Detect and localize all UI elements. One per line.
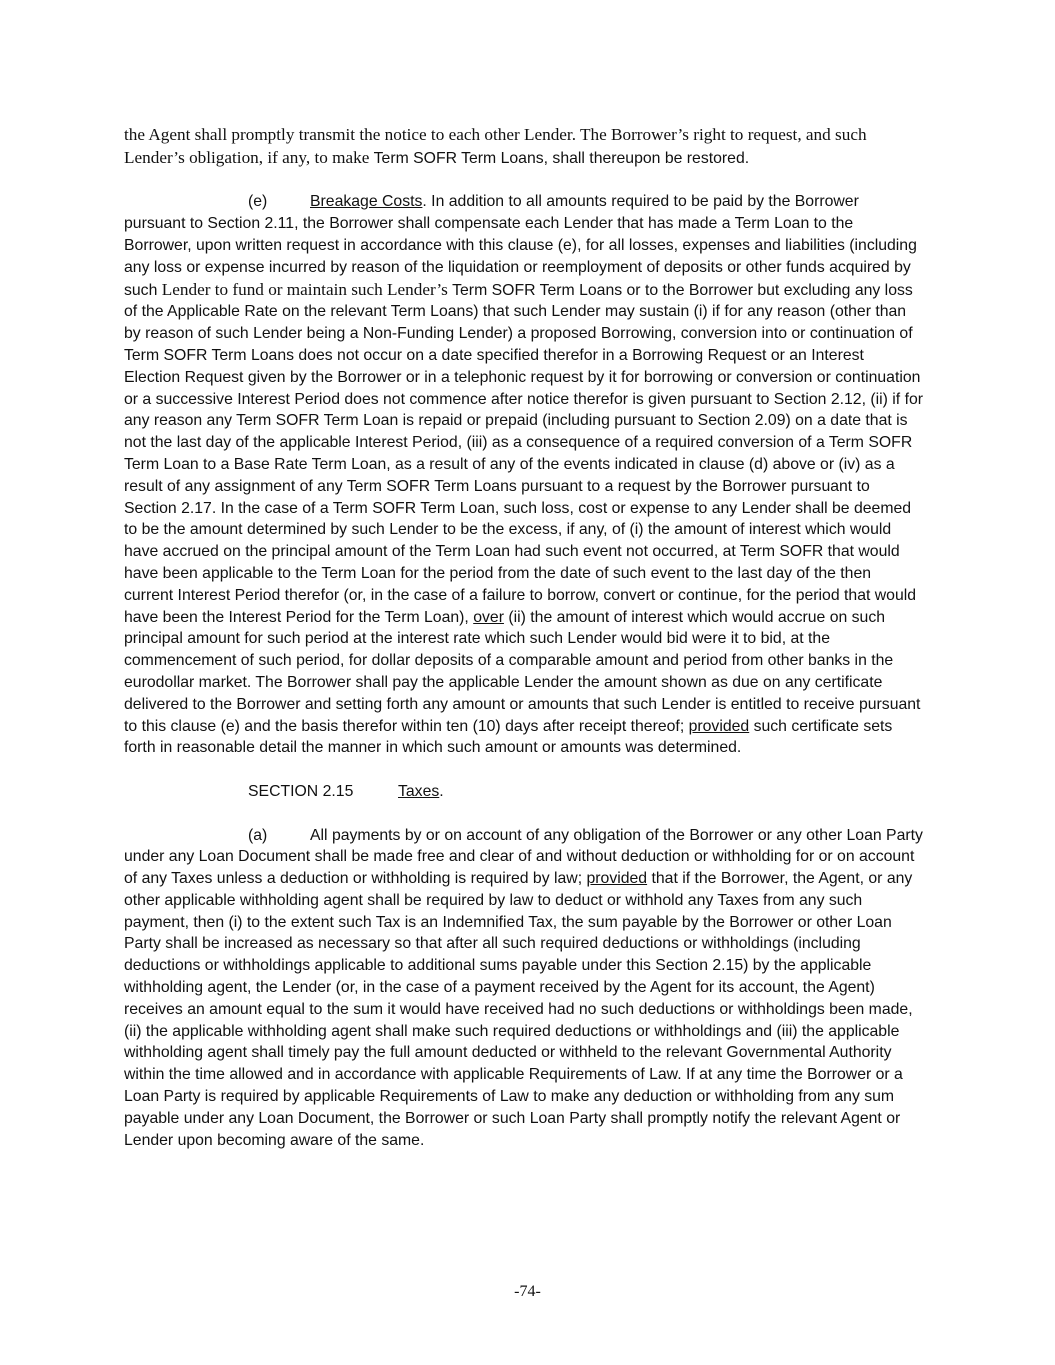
paragraph-e-text-2: Term SOFR Term Loans or to the Borrower but excluding any loss of the Applicable Rate on the relevant Term Loans) that such Lender may sustain (i) if for any reason (other than by reason of such Lender being a Non-Funding Lender) a proposed Borrowing, conversion into or continuation of Term SOFR Term Loans does not occur on a date specified therefor in a Borrowing Request or an Interest Election Request given by the Borrower or in a telephonic request by it for borrowing or conversion or continuation or a successive Interest Period does not commence after notice therefor is given pursuant to Section 2.12, (ii) if for any reason any Term SOFR Term Loan is repaid or prepaid (including pursuant to Section 2.09) on a date that is not the last day of the applicable Interest Period, (iii) as a consequence of a required conversion of a Term SOFR Term Loan to a Base Rate Term Loan, as a result of any of the events indicated in clause (d) above or (iv) as a result of any assignment of any Term SOFR Term Loans pursuant to a request by the Borrower pursuant to Section 2.17. In the case of a Term SOFR Term Loan, such loss, cost or expense to any Lender shall be deemed to be the amount determined by such Lender to be the excess, if any, of (i) the amount of interest which would have accrued on the principal amount of the Term Loan had such event not occurred, at Term SOFR that would have been applicable to the Term Loan for the period from the date of such event to the last day of the then current Interest Period therefor (or, in the case of a failure to borrow, convert or continue, for the period that would have been the Interest Period for the Term Loan),	[124, 281, 924, 626]
continuation-text-serif: the Agent shall promptly transmit the notice to each other Lender. The Borrower’s right to request, and such Lender’s obligation, if any, to make	[124, 125, 867, 167]
paragraph-a-marker: (a)	[248, 826, 268, 844]
provided-underlined-a: provided	[586, 870, 648, 888]
section-title-period: .	[439, 782, 444, 800]
paragraph-e-serif-text: Lender to fund or maintain such Lender’s	[161, 279, 453, 299]
provided-underlined-e: provided	[688, 717, 750, 735]
section-number: SECTION 2.15	[248, 782, 354, 800]
continuation-paragraph	[124, 124, 924, 170]
paragraph-e-text-1: . In addition to all amounts required to be paid by the Borrower pursuant to Section 2.11, the Borrower shall compensate each Lender that has made a Term Loan to the Borrower, upon written request in accordance with this clause (e), for all losses, expenses and liabilities (including any loss or expense incurred by reason of the liquidation or reemployment of deposits or other funds acquired by such	[124, 193, 917, 299]
paragraph-e-text-4: such certificate sets forth in reasonable detail the manner in which such amount or amounts was determined.	[124, 717, 893, 757]
page-number: -74-	[514, 1283, 541, 1300]
continuation-text-sans: Term SOFR Term Loans, shall thereupon be restored.	[373, 149, 750, 167]
paragraph-a-taxes	[124, 825, 924, 1152]
breakage-costs-heading: Breakage Costs	[310, 193, 423, 211]
document-page	[124, 124, 924, 1151]
paragraph-e-marker: (e)	[248, 193, 268, 211]
paragraph-a-text-1: All payments by or on account of any obligation of the Borrower or any other Loan Party under any Loan Document shall be made free and clear of and without deduction or withholding for or on account of any Taxes unless a deduction or withholding is required by law;	[124, 826, 923, 888]
section-heading	[124, 781, 924, 803]
section-title: Taxes	[398, 782, 440, 800]
paragraph-a-text-2: that if the Borrower, the Agent, or any other applicable withholding agent shall be required by law to deduct or withhold any Taxes from any such payment, then (i) to the extent such Tax is an Indemnified Tax, the sum payable by the Borrower or other Loan Party shall be increased as necessary so that after all such required deductions or withholdings (including deductions or withholdings applicable to additional sums payable under this Section 2.15) by the applicable withholding agent, the Lender (or, in the case of a payment received by the Agent for its account, the Agent) receives an amount equal to the sum it would have received had no such deductions or withholdings been made, (ii) the applicable withholding agent shall make such required deductions or withholdings and (iii) the applicable withholding agent shall timely pay the full amount deducted or withheld to the relevant Governmental Authority within the time allowed and in accordance with applicable Requirements of Law. If at any time the Borrower or a Loan Party is required by applicable Requirements of Law to make any deduction or withholding from any sum payable under any Loan Document, the Borrower or such Loan Party shall promptly notify the relevant Agent or Lender upon becoming aware of the same.	[124, 870, 913, 1149]
over-underlined: over	[473, 608, 504, 626]
paragraph-e-text-3: (ii) the amount of interest which would accrue on such principal amount for such period at the interest rate which such Lender would bid were it to bid, at the commencement of such period, for dollar deposits of a comparable amount and period from other banks in the eurodollar market. The Borrower shall pay the applicable Lender the amount shown as due on any certificate delivered to the Borrower and setting forth any amount or amounts that such Lender is entitled to receive pursuant to this clause (e) and the basis therefor within ten (10) days after receipt thereof;	[124, 608, 921, 735]
paragraph-e-breakage-costs	[124, 191, 924, 759]
